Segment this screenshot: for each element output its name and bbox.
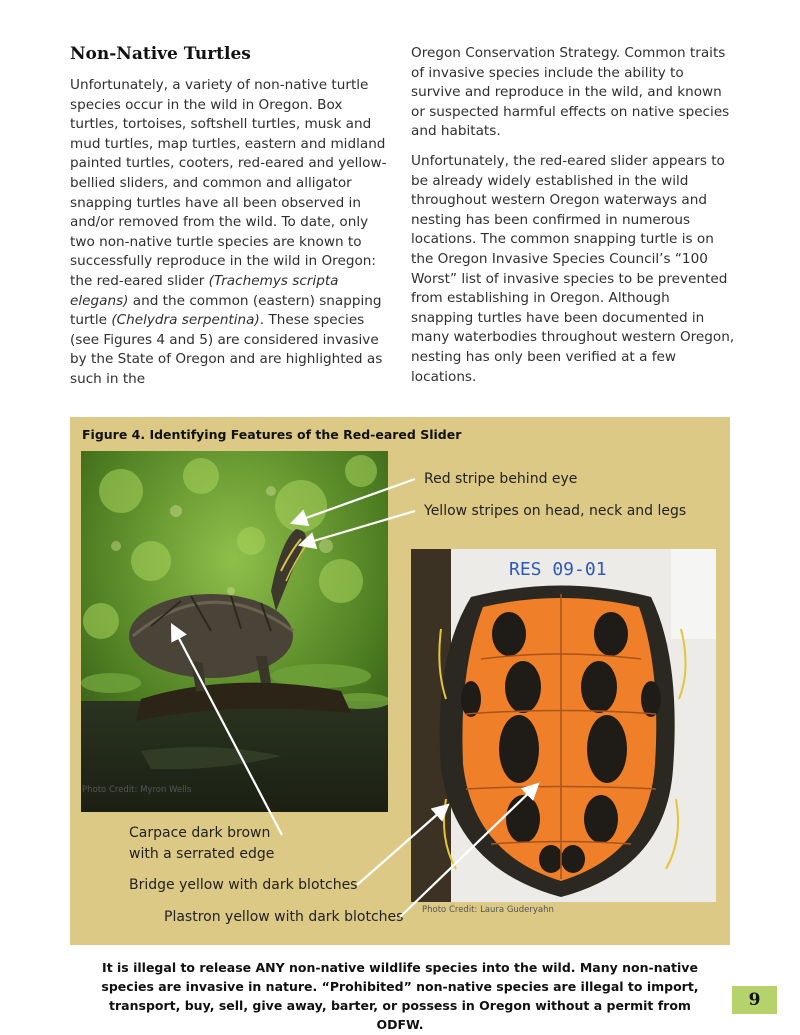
photo1-credit: Photo Credit: Myron Wells [82, 785, 192, 795]
right-column [411, 44, 736, 397]
callout-carpace: Carpace dark brown [129, 825, 271, 841]
callout-carpace-edge: with a serrated edge [129, 846, 275, 862]
photo2-credit: Photo Credit: Laura Guderyahn [422, 905, 554, 915]
section-heading: Non-Native Turtles [70, 44, 251, 64]
turtle-plastron-photo [411, 549, 716, 902]
legal-warning: It is illegal to release ANY non-native wildlife species into the wild. Many non-native species are invasive in nature. “Prohibited” non-native species are illegal to import, transport, buy, sell, give away, barter, or possess in Oregon without a permit from ODFW. [101, 960, 699, 1032]
left-column [70, 76, 390, 400]
right-paragraph-2: Unfortunately, the red-eared slider appears to be already widely established in the wild throughout western Oregon waterways and nesting has been confirmed in numerous locations. The common snapping turtle is on the Oregon Invasive Species Council’s “100 Worst” list of invasive species to be prevented from establishing in Oregon. Although snapping turtles have been documented in many waterbodies throughout western Oregon, nesting has only been verified at a few locations. [411, 152, 735, 385]
left-paragraph: Unfortunately, a variety of non-native turtle species occur in the wild in Oregon. Box turtles, tortoises, softshell turtles, musk and mud turtles, map turtles, eastern and midland painted turtles, cooters, red-eared and yellow-bellied sliders, and common and alligator snapping turtles have all been observed in and/or removed from the wild. To date, only two non-native turtle species are known to successfully reproduce in the wild in Oregon: the red-eared slider (Trachemys scripta elegans) and the common (eastern) snapping turtle (Chelydra serpentina). These species (see Figures 4 and 5) are considered invasive by the State of Oregon and are highlighted as such in the [70, 77, 387, 387]
callout-yellow-stripes: Yellow stripes on head, neck and legs [424, 503, 687, 519]
turtle-basking-photo [81, 451, 388, 812]
figure-box [70, 417, 730, 945]
figure-title: Figure 4. Identifying Features of the Red-eared Slider [82, 427, 462, 442]
callout-red-stripe: Red stripe behind eye [424, 471, 578, 487]
right-paragraph-1: Oregon Conservation Strategy. Common traits of invasive species include the ability to survive and reproduce in the wild, and known or suspected harmful effects on native species and habitats. [411, 45, 730, 140]
callout-bridge: Bridge yellow with dark blotches [129, 877, 358, 893]
page-number: 9 [732, 986, 777, 1014]
callout-plastron: Plastron yellow with dark blotches [164, 909, 404, 925]
specimen-label: RES 09-01 [509, 559, 607, 580]
scientific-name-snapper: (Chelydra serpentina) [111, 312, 260, 329]
scientific-name-slider: (Trachemys scripta elegans) [70, 272, 339, 309]
